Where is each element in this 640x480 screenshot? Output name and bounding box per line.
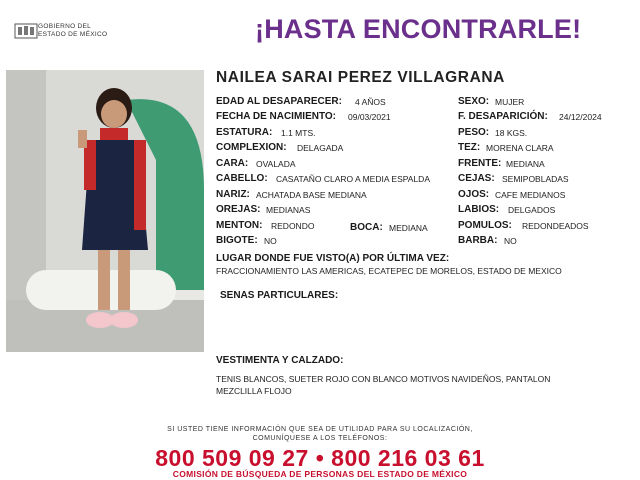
tez-label: TEZ: [458, 142, 481, 153]
contact-note-line2: COMUNÍQUESE A LOS TELÉFONOS: [252, 435, 388, 442]
clothing-line1: TENIS BLANCOS, SUETER ROJO CON BLANCO MOTIVOS NAVIDEÑOS, PANTALON [216, 374, 551, 384]
complexion-label: COMPLEXION: [216, 142, 287, 153]
peso-value: 18 KGS. [495, 128, 528, 138]
complexion-value: DELAGADA [297, 143, 344, 153]
cejas-label: CEJAS: [458, 173, 495, 184]
person-name: NAILEA SARAI PEREZ VILLAGRANA [216, 69, 505, 86]
barba-value: NO [504, 236, 517, 246]
missing-person-photo [6, 70, 204, 352]
contact-note-line1: SI USTED TIENE INFORMACIÓN QUE SEA DE UTILIDAD PARA SU LOCALIZACIÓN, [167, 426, 473, 433]
senas-label: SENAS PARTICULARES: [220, 290, 339, 301]
cabello-value: CASATAÑO CLARO A MEDIA ESPALDA [276, 174, 430, 184]
ojos-label: OJOS: [458, 189, 490, 200]
barba-label: BARBA: [458, 235, 498, 246]
labios-label: LABIOS: [458, 204, 500, 215]
nariz-value: ACHATADA BASE MEDIANA [256, 190, 367, 200]
desaparicion-label: F. DESAPARICIÓN: [458, 111, 548, 122]
ojos-value: CAFE MEDIANOS [495, 190, 566, 200]
estatura-label: ESTATURA: [216, 127, 273, 138]
orejas-label: OREJAS: [216, 204, 261, 215]
cabello-label: CABELLO: [216, 173, 268, 184]
estatura-value: 1.1 MTS. [281, 128, 316, 138]
nacimiento-label: FECHA DE NACIMIENTO: [216, 111, 336, 122]
headline: ¡HASTA ENCONTRARLE! [255, 14, 582, 44]
peso-label: PESO: [458, 127, 490, 138]
sexo-value: MUJER [495, 97, 525, 107]
sexo-label: SEXO: [458, 96, 490, 107]
location-value: FRACCIONAMIENTO LAS AMERICAS, ECATEPEC DE MORELOS, ESTADO DE MEXICO [216, 266, 562, 276]
desaparicion-value: 24/12/2024 [559, 112, 602, 122]
cara-label: CARA: [216, 158, 249, 169]
labios-value: DELGADOS [508, 205, 556, 215]
pomulos-label: POMULOS: [458, 220, 512, 231]
orejas-value: MEDIANAS [266, 205, 311, 215]
frente-label: FRENTE: [458, 158, 502, 169]
nariz-label: NARIZ: [216, 189, 250, 200]
cejas-value: SEMIPOBLADAS [502, 174, 569, 184]
commission-name: COMISIÓN DE BÚSQUEDA DE PERSONAS DEL ESTADO DE MÉXICO [172, 469, 468, 479]
pomulos-value: REDONDEADOS [522, 221, 589, 231]
clothing-line2: MEZCLILLA FLOJO [216, 386, 292, 396]
nacimiento-value: 09/03/2021 [348, 112, 391, 122]
phone-numbers: 800 509 09 27 • 800 216 03 61 [155, 445, 485, 471]
frente-value: MEDIANA [506, 159, 545, 169]
tez-value: MORENA CLARA [486, 143, 554, 153]
boca-value: MEDIANA [389, 223, 428, 233]
boca-label: BOCA: [350, 222, 383, 233]
edad-label: EDAD AL DESAPARECER: [216, 96, 342, 107]
bigote-label: BIGOTE: [216, 235, 258, 246]
cara-value: OVALADA [256, 159, 296, 169]
government-name-line1: GOBIERNO DEL [38, 23, 92, 30]
edad-value: 4 AÑOS [355, 97, 386, 107]
government-name-line2: ESTADO DE MÉXICO [38, 31, 108, 38]
bigote-value: NO [264, 236, 277, 246]
menton-value: REDONDO [271, 221, 315, 231]
location-label: LUGAR DONDE FUE VISTO(A) POR ÚLTIMA VEZ: [216, 253, 450, 264]
clothing-label: VESTIMENTA Y CALZADO: [216, 355, 344, 366]
menton-label: MENTON: [216, 220, 263, 231]
state-coat-of-arms-icon [14, 22, 38, 40]
